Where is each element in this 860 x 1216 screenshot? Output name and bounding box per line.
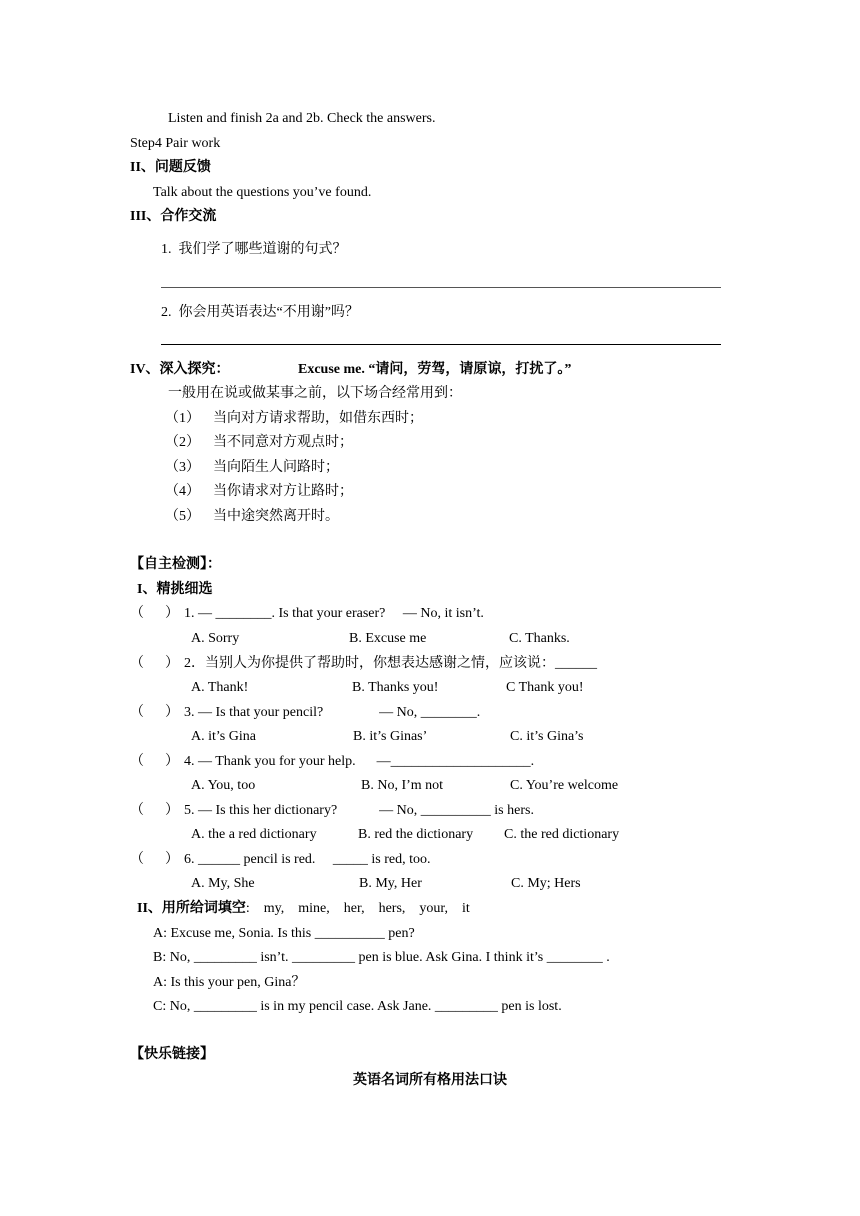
question-stem: 4. — Thank you for your help. —____________________. [184,754,535,769]
option-c: C. You’re welcome [510,778,619,793]
section-2-heading: II、问题反馈 [130,160,211,175]
option-a: A. My, She [191,876,255,891]
option-a: A. Thank! [191,680,249,695]
option-c: C. Thanks. [509,631,570,646]
list-item: 当中途突然离开时。 [213,509,339,524]
list-item: 当你请求对方让路时； [213,484,353,499]
listen-instruction: Listen and finish 2a and 2b. Check the answers. [168,111,436,126]
list-item: 当向陌生人问路时； [213,460,339,475]
list-item-number: （5） [165,509,200,524]
section-4-heading: IV、深入探究： [130,362,230,377]
answer-bracket[interactable]: （ ） [130,852,179,867]
question-stem: 3. — Is that your pencil? — No, ________. [184,705,481,720]
happy-link-title: 英语名词所有格用法口诀 [353,1073,507,1088]
selftest-heading: 【自主检测】： [130,557,221,572]
dialog-line: A: Is this your pen, Gina？ [153,975,306,990]
answer-bracket[interactable]: （ ） [130,656,179,671]
option-b: B. No, I’m not [361,778,444,793]
question-1: 1. 我们学了哪些道谢的句式？ [161,242,347,257]
part-2-heading: II、用所给词填空 [137,901,246,916]
dialog-line: A: Excuse me, Sonia. Is this __________ pen? [153,926,415,941]
list-item-number: （1） [165,411,200,426]
option-b: B. red the dictionary [358,827,474,842]
question-stem: 1. — ________. Is that your eraser? — No, it isn’t. [184,606,484,621]
part-2-heading-line [137,900,470,918]
excuse-me-phrase: Excuse me. “请问，劳驾，请原谅，打扰了。” [298,362,572,377]
section-3-heading: III、合作交流 [130,209,217,224]
option-c: C. it’s Gina’s [510,729,584,744]
answer-bracket[interactable]: （ ） [130,705,179,720]
list-item-number: （4） [165,484,200,499]
option-c: C. the red dictionary [504,827,620,842]
answer-line-2[interactable] [161,344,721,345]
section-4-intro: 一般用在说或做某事之前，以下场合经常用到： [168,386,462,401]
step4-label: Step4 Pair work [130,136,221,151]
option-a: A. You, too [191,778,256,793]
question-stem: 5. — Is this her dictionary? — No, __________ is hers. [184,803,534,818]
answer-bracket[interactable]: （ ） [130,803,179,818]
option-b: B. My, Her [359,876,422,891]
part-1-heading: I、精挑细选 [137,582,213,597]
question-stem: 6. ______ pencil is red. _____ is red, too. [184,852,431,867]
option-c: C Thank you! [506,680,584,695]
list-item-number: （3） [165,460,200,475]
option-b: B. it’s Ginas’ [353,729,428,744]
question-stem: 2．当别人为你提供了帮助时，你想表达感谢之情，应该说：______ [184,656,597,671]
list-item-number: （2） [165,435,200,450]
option-a: A. Sorry [191,631,240,646]
dialog-line: B: No, _________ isn’t. _________ pen is blue. Ask Gina. I think it’s ________ . [153,950,610,965]
happy-link-heading: 【快乐链接】 [130,1047,214,1062]
option-c: C. My; Hers [511,876,581,891]
question-2: 2. 你会用英语表达“不用谢”吗？ [161,305,359,320]
option-a: A. the a red dictionary [191,827,317,842]
answer-bracket[interactable]: （ ） [130,606,179,621]
list-item: 当向对方请求帮助，如借东西时； [213,411,423,426]
option-a: A. it’s Gina [191,729,256,744]
option-b: B. Excuse me [349,631,427,646]
word-bank: : my, mine, her, hers, your, it [245,901,470,916]
answer-line-1[interactable] [161,287,721,288]
option-b: B. Thanks you! [352,680,439,695]
answer-bracket[interactable]: （ ） [130,754,179,769]
section-2-text: Talk about the questions you’ve found. [153,185,372,200]
dialog-line: C: No, _________ is in my pencil case. Ask Jane. _________ pen is lost. [153,999,562,1014]
list-item: 当不同意对方观点时； [213,435,353,450]
